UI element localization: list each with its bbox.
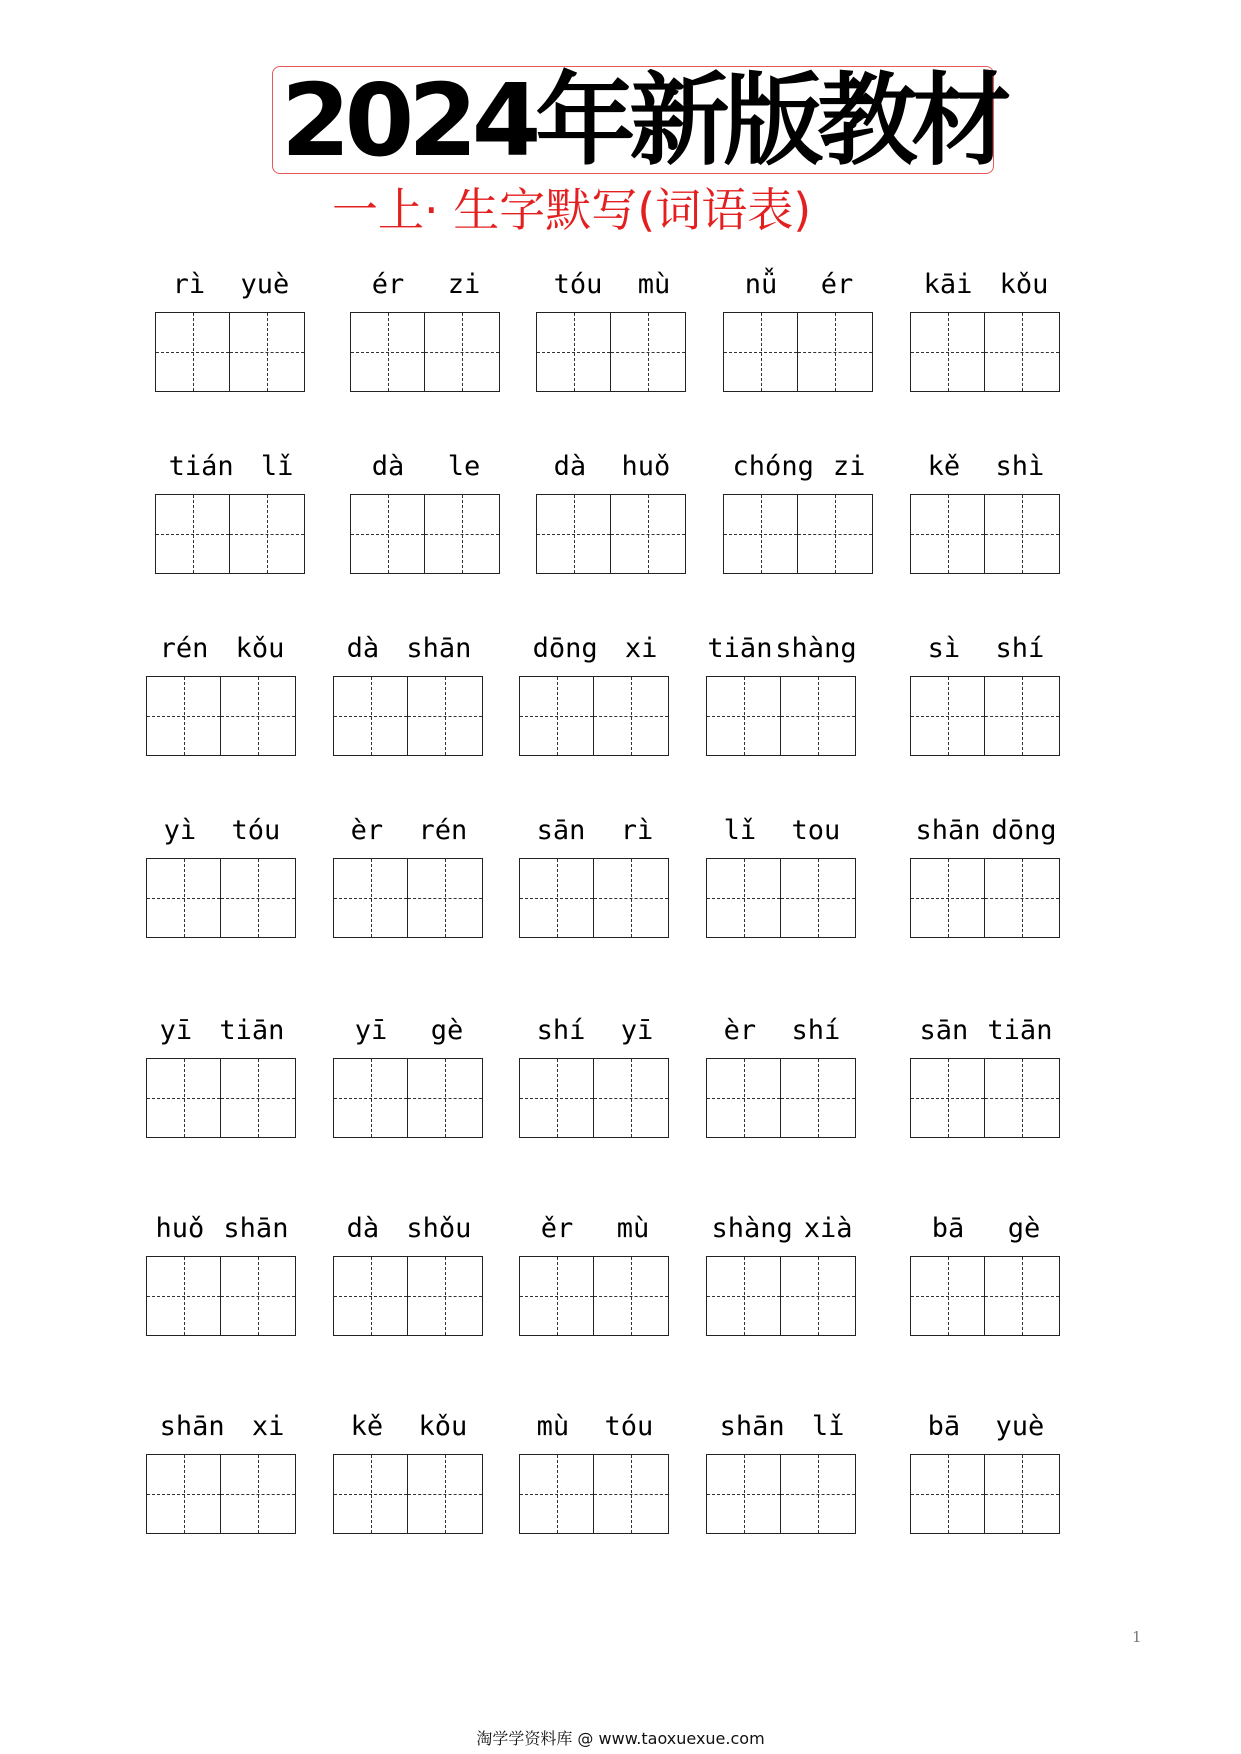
pinyin-syllable: yuè	[240, 268, 290, 300]
writing-boxes	[910, 494, 1061, 574]
tian-zi-box[interactable]	[593, 1454, 669, 1534]
tian-zi-box[interactable]	[333, 676, 408, 756]
pinyin-syllable: rén	[159, 632, 209, 664]
pinyin-syllable: zi	[447, 268, 481, 300]
pinyin-syllable: shí	[536, 1014, 586, 1046]
tian-zi-box[interactable]	[146, 1256, 221, 1336]
pinyin-syllable: yuè	[995, 1410, 1045, 1442]
tian-zi-box[interactable]	[229, 494, 305, 574]
writing-boxes	[519, 858, 670, 938]
tian-zi-box[interactable]	[350, 312, 425, 392]
pinyin-syllable: lǐ	[811, 1410, 845, 1442]
writing-boxes	[519, 1058, 670, 1138]
tian-zi-box[interactable]	[333, 1058, 408, 1138]
pinyin-label	[155, 262, 307, 306]
pinyin-label	[333, 1206, 485, 1250]
pinyin-label	[350, 262, 502, 306]
tian-zi-box[interactable]	[407, 1454, 483, 1534]
pinyin-syllable: chóng	[732, 450, 814, 482]
tian-zi-box[interactable]	[910, 1058, 985, 1138]
writing-boxes	[333, 676, 484, 756]
pinyin-syllable: shān	[719, 1410, 785, 1442]
writing-boxes	[333, 858, 484, 938]
pinyin-syllable: yī	[354, 1014, 388, 1046]
pinyin-syllable: zi	[832, 450, 866, 482]
tian-zi-box[interactable]	[984, 858, 1060, 938]
writing-boxes	[910, 1256, 1061, 1336]
tian-zi-box[interactable]	[780, 1454, 856, 1534]
tian-zi-box[interactable]	[984, 1058, 1060, 1138]
pinyin-syllable: yī	[620, 1014, 654, 1046]
pinyin-label	[155, 444, 307, 488]
tian-zi-box[interactable]	[706, 858, 781, 938]
pinyin-syllable: shǒu	[406, 1212, 472, 1244]
pinyin-label	[706, 1008, 858, 1052]
pinyin-syllable: tiān	[707, 632, 773, 664]
writing-boxes	[350, 312, 501, 392]
pinyin-syllable: shān	[915, 814, 981, 846]
pinyin-label	[536, 262, 688, 306]
tian-zi-box[interactable]	[519, 1454, 594, 1534]
pinyin-label	[519, 1206, 671, 1250]
pinyin-syllable: yī	[159, 1014, 193, 1046]
pinyin-label	[910, 1008, 1062, 1052]
pinyin-syllable: dà	[346, 632, 380, 664]
tian-zi-box[interactable]	[797, 312, 873, 392]
pinyin-syllable: shí	[791, 1014, 841, 1046]
pinyin-syllable: dà	[553, 450, 587, 482]
tian-zi-box[interactable]	[146, 858, 221, 938]
pinyin-label	[536, 444, 688, 488]
pinyin-syllable: sān	[919, 1014, 969, 1046]
pinyin-label	[350, 444, 502, 488]
pinyin-label	[910, 808, 1062, 852]
pinyin-label	[519, 1404, 671, 1448]
pinyin-syllable: shān	[223, 1212, 289, 1244]
tian-zi-box[interactable]	[536, 494, 611, 574]
tian-zi-box[interactable]	[220, 858, 296, 938]
writing-boxes	[910, 312, 1061, 392]
writing-boxes	[706, 1454, 857, 1534]
pinyin-syllable: mù	[536, 1410, 570, 1442]
pinyin-syllable: kǒu	[999, 268, 1049, 300]
pinyin-label	[723, 262, 875, 306]
pinyin-label	[910, 262, 1062, 306]
tian-zi-box[interactable]	[706, 1058, 781, 1138]
pinyin-syllable: bā	[931, 1212, 965, 1244]
tian-zi-box[interactable]	[220, 1058, 296, 1138]
page-number: 1	[1132, 1628, 1142, 1646]
pinyin-syllable: sān	[536, 814, 586, 846]
writing-boxes	[536, 312, 687, 392]
pinyin-syllable: rì	[620, 814, 654, 846]
writing-boxes	[910, 1058, 1061, 1138]
tian-zi-box[interactable]	[407, 676, 483, 756]
pinyin-syllable: kǒu	[418, 1410, 468, 1442]
pinyin-label	[333, 808, 485, 852]
pinyin-syllable: tián	[168, 450, 234, 482]
tian-zi-box[interactable]	[610, 312, 686, 392]
pinyin-label	[146, 1206, 298, 1250]
tian-zi-box[interactable]	[519, 1058, 594, 1138]
tian-zi-box[interactable]	[146, 1058, 221, 1138]
pinyin-syllable: shàng	[711, 1212, 793, 1244]
tian-zi-box[interactable]	[229, 312, 305, 392]
pinyin-syllable: shí	[995, 632, 1045, 664]
tian-zi-box[interactable]	[593, 676, 669, 756]
pinyin-syllable: ěr	[540, 1212, 574, 1244]
pinyin-syllable: shàng	[775, 632, 857, 664]
page-subtitle: 一上· 生字默写(词语表)	[332, 183, 812, 237]
pinyin-label	[519, 808, 671, 852]
writing-boxes	[519, 676, 670, 756]
writing-boxes	[706, 1256, 857, 1336]
pinyin-syllable: sì	[927, 632, 961, 664]
pinyin-syllable: kě	[350, 1410, 384, 1442]
tian-zi-box[interactable]	[706, 676, 781, 756]
pinyin-syllable: shì	[995, 450, 1045, 482]
pinyin-syllable: xi	[624, 632, 658, 664]
tian-zi-box[interactable]	[519, 1256, 594, 1336]
writing-boxes	[155, 494, 306, 574]
pinyin-label	[910, 626, 1062, 670]
pinyin-syllable: mù	[616, 1212, 650, 1244]
writing-boxes	[333, 1454, 484, 1534]
writing-boxes	[910, 676, 1061, 756]
writing-boxes	[706, 1058, 857, 1138]
pinyin-syllable: tóu	[231, 814, 281, 846]
tian-zi-box[interactable]	[797, 494, 873, 574]
pinyin-syllable: lǐ	[723, 814, 757, 846]
tian-zi-box[interactable]	[593, 1058, 669, 1138]
pinyin-syllable: gè	[430, 1014, 464, 1046]
tian-zi-box[interactable]	[910, 858, 985, 938]
tian-zi-box[interactable]	[984, 312, 1060, 392]
pinyin-syllable: rén	[418, 814, 468, 846]
writing-boxes	[155, 312, 306, 392]
writing-boxes	[723, 494, 874, 574]
tian-zi-box[interactable]	[350, 494, 425, 574]
writing-boxes	[350, 494, 501, 574]
tian-zi-box[interactable]	[723, 312, 798, 392]
pinyin-label	[146, 1404, 298, 1448]
pinyin-label	[706, 1206, 858, 1250]
pinyin-syllable: èr	[723, 1014, 757, 1046]
writing-boxes	[333, 1256, 484, 1336]
tian-zi-box[interactable]	[910, 676, 985, 756]
pinyin-label	[146, 808, 298, 852]
tian-zi-box[interactable]	[910, 312, 985, 392]
tian-zi-box[interactable]	[333, 1256, 408, 1336]
tian-zi-box[interactable]	[333, 1454, 408, 1534]
pinyin-syllable: xi	[251, 1410, 285, 1442]
pinyin-syllable: rì	[172, 268, 206, 300]
pinyin-syllable: tóu	[604, 1410, 654, 1442]
pinyin-label	[333, 1404, 485, 1448]
writing-boxes	[146, 676, 297, 756]
pinyin-syllable: èr	[350, 814, 384, 846]
pinyin-label	[706, 1404, 858, 1448]
tian-zi-box[interactable]	[706, 1454, 781, 1534]
pinyin-label	[910, 444, 1062, 488]
tian-zi-box[interactable]	[146, 676, 221, 756]
tian-zi-box[interactable]	[146, 1454, 221, 1534]
pinyin-label	[910, 1206, 1062, 1250]
tian-zi-box[interactable]	[220, 1454, 296, 1534]
tian-zi-box[interactable]	[407, 1058, 483, 1138]
tian-zi-box[interactable]	[407, 858, 483, 938]
pinyin-label	[333, 1008, 485, 1052]
writing-boxes	[519, 1256, 670, 1336]
writing-boxes	[910, 1454, 1061, 1534]
pinyin-syllable: mù	[637, 268, 671, 300]
pinyin-syllable: ér	[371, 268, 405, 300]
pinyin-syllable: gè	[1007, 1212, 1041, 1244]
tian-zi-box[interactable]	[723, 494, 798, 574]
tian-zi-box[interactable]	[610, 494, 686, 574]
pinyin-syllable: shān	[406, 632, 472, 664]
tian-zi-box[interactable]	[155, 312, 230, 392]
tian-zi-box[interactable]	[984, 1256, 1060, 1336]
pinyin-syllable: kě	[927, 450, 961, 482]
tian-zi-box[interactable]	[424, 494, 500, 574]
writing-boxes	[706, 676, 857, 756]
writing-boxes	[146, 1058, 297, 1138]
writing-boxes	[146, 858, 297, 938]
writing-boxes	[519, 1454, 670, 1534]
pinyin-syllable: shān	[159, 1410, 225, 1442]
pinyin-syllable: tiān	[987, 1014, 1053, 1046]
pinyin-label	[706, 808, 858, 852]
tian-zi-box[interactable]	[593, 858, 669, 938]
pinyin-syllable: dà	[346, 1212, 380, 1244]
tian-zi-box[interactable]	[519, 676, 594, 756]
tian-zi-box[interactable]	[780, 858, 856, 938]
writing-boxes	[706, 858, 857, 938]
writing-boxes	[146, 1454, 297, 1534]
tian-zi-box[interactable]	[780, 1256, 856, 1336]
pinyin-syllable: kǒu	[235, 632, 285, 664]
tian-zi-box[interactable]	[706, 1256, 781, 1336]
pinyin-label	[519, 626, 671, 670]
writing-boxes	[536, 494, 687, 574]
pinyin-syllable: tou	[791, 814, 841, 846]
pinyin-syllable: kāi	[923, 268, 973, 300]
tian-zi-box[interactable]	[910, 1256, 985, 1336]
pinyin-label	[706, 626, 858, 670]
writing-boxes	[146, 1256, 297, 1336]
pinyin-syllable: lǐ	[260, 450, 294, 482]
tian-zi-box[interactable]	[407, 1256, 483, 1336]
tian-zi-box[interactable]	[536, 312, 611, 392]
pinyin-label	[333, 626, 485, 670]
pinyin-label	[723, 444, 875, 488]
tian-zi-box[interactable]	[333, 858, 408, 938]
tian-zi-box[interactable]	[424, 312, 500, 392]
pinyin-syllable: huǒ	[155, 1212, 205, 1244]
writing-boxes	[910, 858, 1061, 938]
pinyin-syllable: tiān	[219, 1014, 285, 1046]
footer-watermark: 淘学学资料库 @ www.taoxuexue.com	[476, 1729, 765, 1748]
tian-zi-box[interactable]	[984, 676, 1060, 756]
pinyin-syllable: le	[447, 450, 481, 482]
pinyin-syllable: dà	[371, 450, 405, 482]
tian-zi-box[interactable]	[220, 1256, 296, 1336]
tian-zi-box[interactable]	[984, 1454, 1060, 1534]
pinyin-label	[910, 1404, 1062, 1448]
tian-zi-box[interactable]	[220, 676, 296, 756]
pinyin-syllable: ér	[820, 268, 854, 300]
tian-zi-box[interactable]	[155, 494, 230, 574]
pinyin-label	[146, 1008, 298, 1052]
tian-zi-box[interactable]	[910, 494, 985, 574]
writing-boxes	[723, 312, 874, 392]
pinyin-syllable: huǒ	[621, 450, 671, 482]
writing-boxes	[333, 1058, 484, 1138]
tian-zi-box[interactable]	[780, 676, 856, 756]
tian-zi-box[interactable]	[519, 858, 594, 938]
pinyin-syllable: yì	[163, 814, 197, 846]
pinyin-syllable: tóu	[553, 268, 603, 300]
pinyin-syllable: bā	[927, 1410, 961, 1442]
tian-zi-box[interactable]	[593, 1256, 669, 1336]
pinyin-syllable: dōng	[532, 632, 598, 664]
pinyin-syllable: xià	[803, 1212, 853, 1244]
tian-zi-box[interactable]	[910, 1454, 985, 1534]
pinyin-label	[519, 1008, 671, 1052]
tian-zi-box[interactable]	[780, 1058, 856, 1138]
tian-zi-box[interactable]	[984, 494, 1060, 574]
pinyin-syllable: dōng	[991, 814, 1057, 846]
pinyin-label	[146, 626, 298, 670]
pinyin-syllable: nǚ	[744, 268, 778, 300]
page-title: 2024年新版教材	[281, 62, 1006, 179]
